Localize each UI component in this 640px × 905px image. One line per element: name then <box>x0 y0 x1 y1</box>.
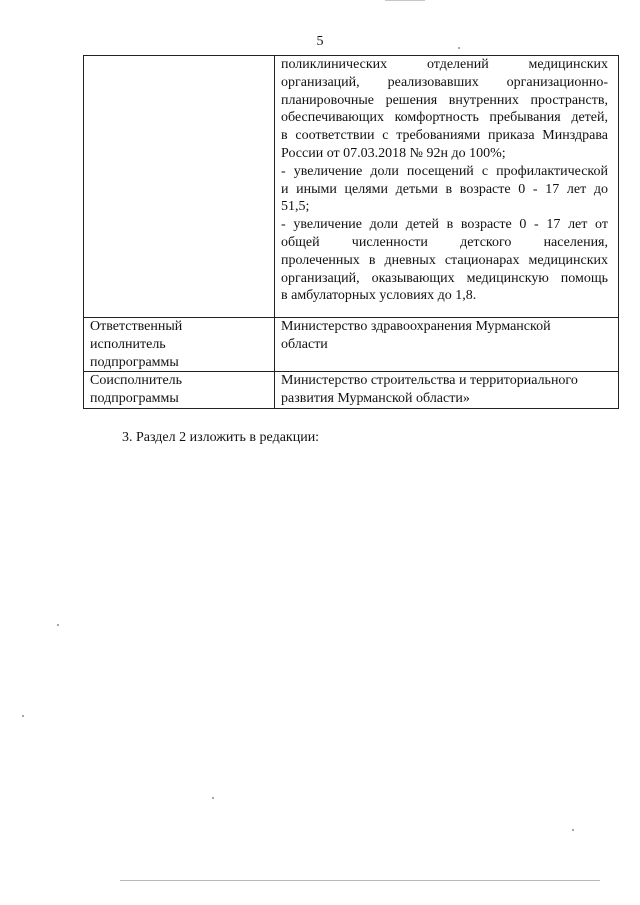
scan-speck <box>57 624 59 626</box>
scan-artifact-line <box>385 0 425 1</box>
table-row <box>84 372 619 409</box>
cell-label-line: подпрограммы <box>90 354 179 370</box>
cell-label-line: Ответственный <box>90 319 183 334</box>
table-cell-label <box>84 56 275 318</box>
table-cell-label <box>84 372 275 409</box>
cell-text-line: области <box>281 336 328 352</box>
scan-speck <box>458 47 460 49</box>
cell-text-line: пролеченных в дневных стационарах медицинских <box>281 252 608 268</box>
scan-speck <box>572 829 574 831</box>
cell-text-line: в соответствии с требованиями приказа Минздрава <box>281 128 608 144</box>
section-instruction: 3. Раздел 2 изложить в редакции: <box>122 430 320 445</box>
cell-text-line: развития Мурманской области» <box>281 391 470 407</box>
cell-text-line: Министерство здравоохранения Мурманской <box>281 319 551 334</box>
subprogram-passport-table <box>83 55 619 409</box>
table-row <box>84 56 619 318</box>
cell-text-line: планировочные решения внутренних пространств, <box>281 92 608 108</box>
cell-text-line: поликлинических отделений медицинских <box>281 57 608 72</box>
cell-text-line: и иными целями детьми в возрасте 0 - 17 лет до <box>281 181 608 197</box>
cell-text-line: организаций, оказывающих медицинскую помощь <box>281 270 608 286</box>
cell-label-line: Соисполнитель <box>90 373 183 389</box>
cell-label-line: подпрограммы <box>90 391 179 407</box>
scan-speck <box>22 715 24 717</box>
scan-speck <box>212 797 214 799</box>
cell-text-line: Министерство строительства и территориального <box>281 373 578 389</box>
scan-artifact-line <box>120 880 600 881</box>
cell-text-line: обеспечивающих комфортность пребывания детей, <box>281 110 608 126</box>
cell-label-line: исполнитель <box>90 336 166 352</box>
table-cell-value <box>275 318 619 372</box>
table-cell-value <box>275 372 619 409</box>
table-cell-value <box>275 56 619 318</box>
cell-text-line: общей численности детского населения, <box>281 234 608 250</box>
page-number: 5 <box>316 34 324 49</box>
table-cell-label <box>84 318 275 372</box>
cell-text-line: - увеличение доли посещений с профилактической <box>281 163 608 179</box>
cell-text-line: в амбулаторных условиях до 1,8. <box>281 288 477 304</box>
cell-text-line: - увеличение доли детей в возрасте 0 - 17 лет от <box>281 217 608 233</box>
cell-text-line: организаций, реализовавших организационно- <box>281 74 608 90</box>
cell-text-line: России от 07.03.2018 № 92н до 100%; <box>281 145 506 161</box>
table-row <box>84 318 619 372</box>
cell-text-line: 51,5; <box>281 199 310 215</box>
